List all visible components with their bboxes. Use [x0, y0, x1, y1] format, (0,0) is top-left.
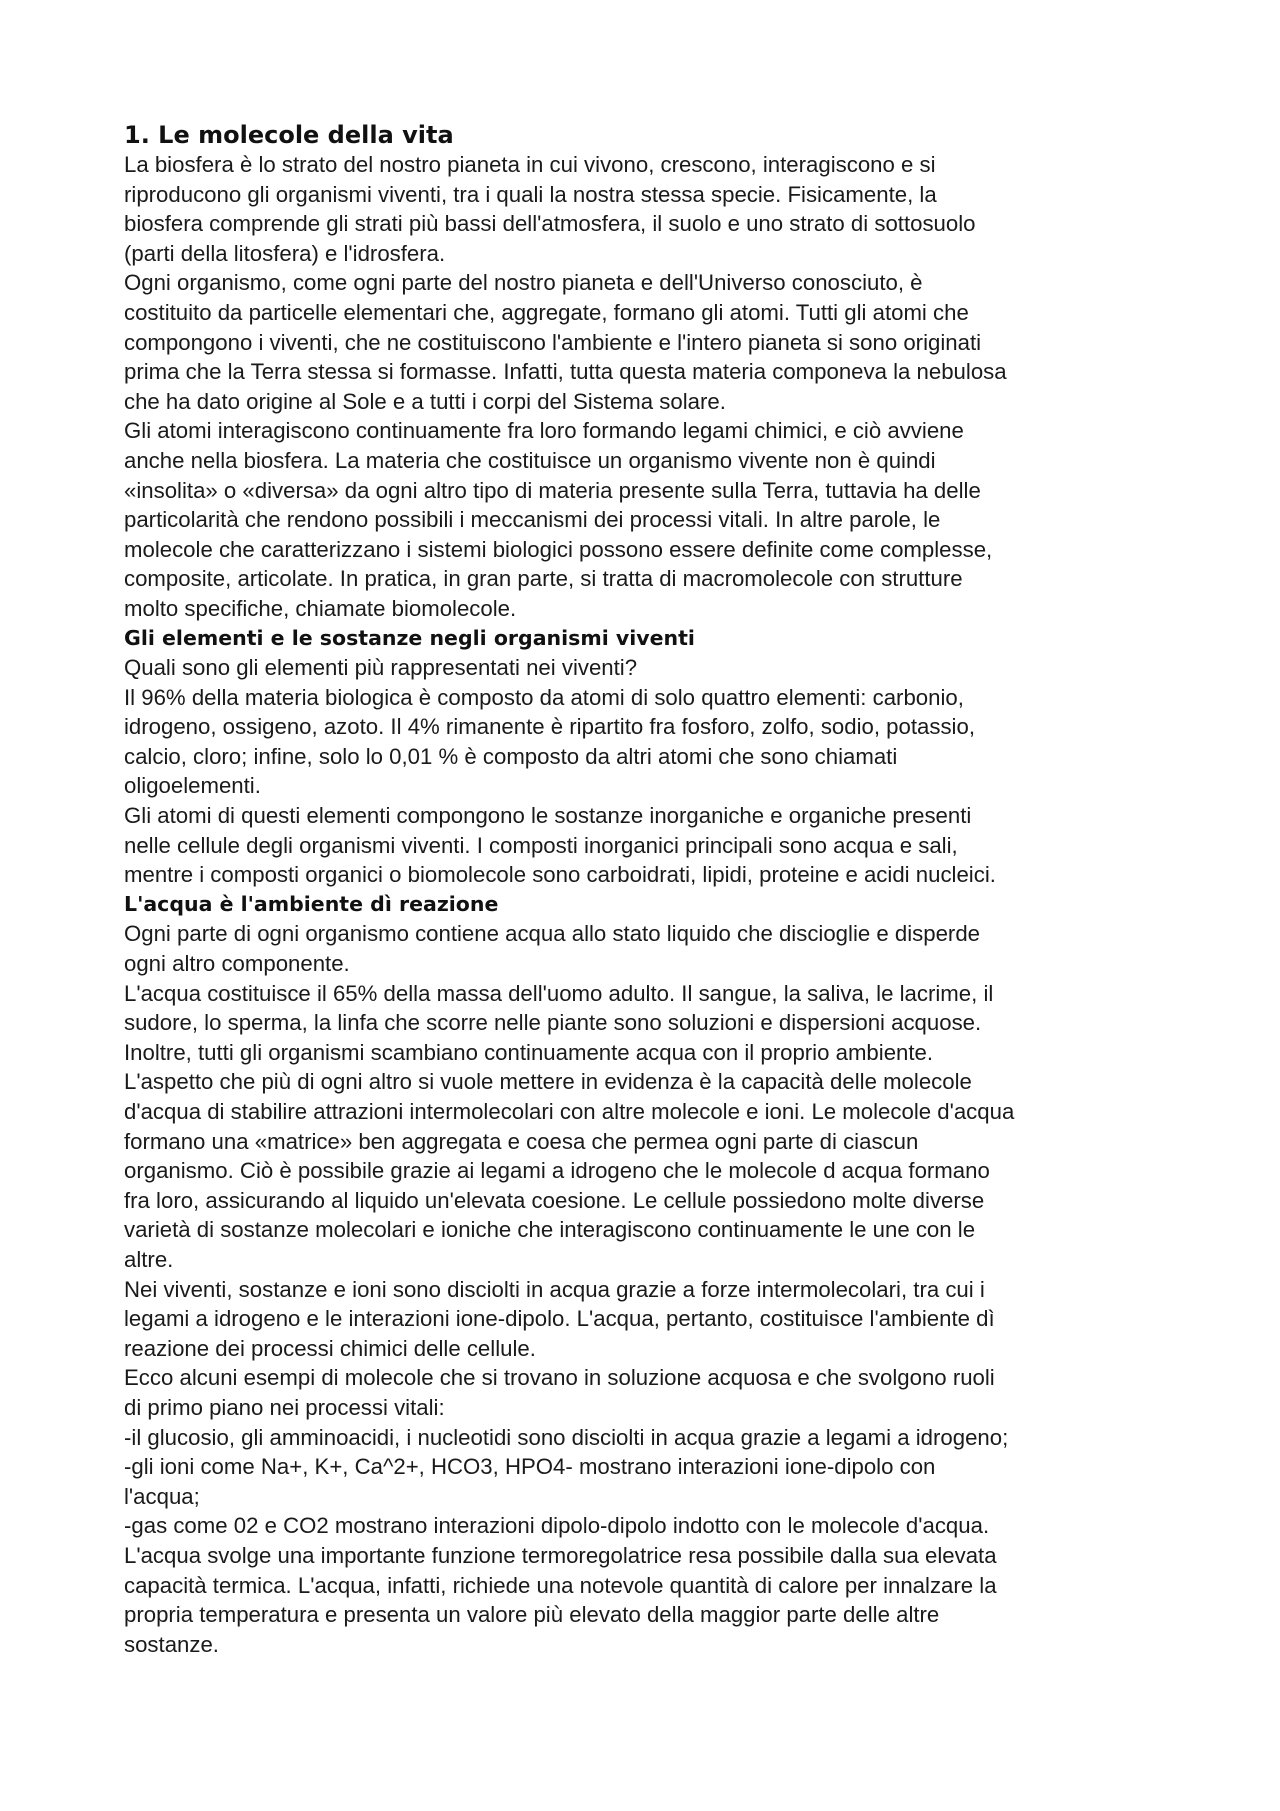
paragraph	[124, 1067, 1184, 1274]
text-line: «insolita» o «diversa» da ogni altro tipo di materia presente sulla Terra, tuttavia ha delle	[124, 477, 981, 503]
paragraph	[124, 268, 1184, 416]
section	[124, 890, 1184, 1659]
text-line: oligoelementi.	[124, 773, 261, 799]
text-line: l'acqua;	[124, 1483, 200, 1509]
text-line: biosfera comprende gli strati più bassi dell'atmosfera, il suolo e uno strato di sottosuolo	[124, 211, 976, 237]
text-line: La biosfera è lo strato del nostro pianeta in cui vivono, crescono, interagiscono e si	[124, 152, 936, 177]
text-line: -gas come 02 e CO2 mostrano interazioni dipolo-dipolo indotto con le molecole d'acqua.	[124, 1513, 990, 1539]
text-line: Gli atomi interagiscono continuamente fra loro formando legami chimici, e ciò avviene	[124, 418, 964, 444]
section	[124, 150, 1184, 624]
text-line: Ogni organismo, come ogni parte del nostro pianeta e dell'Universo conosciuto, è	[124, 270, 923, 296]
paragraph	[124, 1275, 1184, 1364]
text-line: calcio, cloro; infine, solo lo 0,01 % è composto da altri atomi che sono chiamati	[124, 743, 898, 769]
paragraph	[124, 801, 1184, 890]
text-line: anche nella biosfera. La materia che costituisce un organismo vivente non è quindi	[124, 447, 936, 473]
paragraph	[124, 1423, 1184, 1453]
paragraph	[124, 919, 1184, 978]
text-line: particolarità che rendono possibili i meccanismi dei processi vitali. In altre parole, le	[124, 507, 941, 533]
paragraph	[124, 653, 1184, 683]
document-title: 1. Le molecole della vita	[124, 121, 454, 149]
text-line: Ogni parte di ogni organismo contiene acqua allo stato liquido che discioglie e disperde	[124, 921, 980, 947]
text-line: nelle cellule degli organismi viventi. I composti inorganici principali sono acqua e sali,	[124, 832, 958, 858]
text-line: composite, articolate. In pratica, in gran parte, si tratta di macromolecole con strutture	[124, 566, 963, 592]
text-line: formano una «matrice» ben aggregata e coesa che permea ogni parte di ciascun	[124, 1128, 919, 1154]
text-line: L'acqua svolge una importante funzione termoregolatrice resa possibile dalla sua elevata	[124, 1542, 997, 1568]
text-line: altre.	[124, 1246, 174, 1272]
text-line: (parti della litosfera) e l'idrosfera.	[124, 240, 446, 266]
text-line: d'acqua di stabilire attrazioni intermolecolari con altre molecole e ioni. Le molecole d'acqua	[124, 1099, 1015, 1124]
text-line: Il 96% della materia biologica è composto da atomi di solo quattro elementi: carbonio,	[124, 684, 964, 710]
paragraph	[124, 979, 1184, 1068]
text-line: -gli ioni come Na+, K+, Ca^2+, HCO3, HPO4- mostrano interazioni ione-dipolo con	[124, 1454, 936, 1480]
section	[124, 624, 1184, 890]
paragraph	[124, 1363, 1184, 1422]
text-line: Gli atomi di questi elementi compongono le sostanze inorganiche e organiche presenti	[124, 803, 972, 829]
text-line: -il glucosio, gli amminoacidi, i nucleotidi sono disciolti in acqua grazie a legami a idrogeno;	[124, 1424, 1009, 1450]
paragraph	[124, 1452, 1184, 1511]
paragraph	[124, 150, 1184, 268]
document-page	[124, 120, 1184, 1659]
document-body	[124, 150, 1184, 1659]
text-line: compongono i viventi, che ne costituiscono l'ambiente e l'intero pianeta si sono originati	[124, 329, 982, 355]
text-line: riproducono gli organismi viventi, tra i quali la nostra stessa specie. Fisicamente, la	[124, 181, 937, 207]
text-line: organismo. Ciò è possibile grazie ai legami a idrogeno che le molecole d acqua formano	[124, 1158, 990, 1184]
text-line: L'acqua costituisce il 65% della massa dell'uomo adulto. Il sangue, la saliva, le lacrime, il	[124, 980, 994, 1006]
text-line: costituito da particelle elementari che, aggregate, formano gli atomi. Tutti gli atomi che	[124, 299, 969, 325]
text-line: mentre i composti organici o biomolecole sono carboidrati, lipidi, proteine e acidi nucleici.	[124, 862, 996, 888]
text-line: che ha dato origine al Sole e a tutti i corpi del Sistema solare.	[124, 388, 726, 414]
text-line: di primo piano nei processi vitali:	[124, 1394, 445, 1420]
paragraph	[124, 416, 1184, 623]
text-line: prima che la Terra stessa si formasse. Infatti, tutta questa materia componeva la nebulosa	[124, 359, 1007, 385]
text-line: sudore, lo sperma, la linfa che scorre nelle piante sono soluzioni e dispersioni acquose.	[124, 1010, 982, 1036]
text-line: capacità termica. L'acqua, infatti, richiede una notevole quantità di calore per innalzare la	[124, 1572, 997, 1598]
text-line: molecole che caratterizzano i sistemi biologici possono essere definite come complesse,	[124, 536, 993, 562]
text-line: Quali sono gli elementi più rappresentati nei viventi?	[124, 655, 638, 681]
text-line: fra loro, assicurando al liquido un'elevata coesione. Le cellule possiedono molte diverse	[124, 1187, 985, 1213]
section-heading: L'acqua è l'ambiente dì reazione	[124, 891, 499, 916]
text-line: legami a idrogeno e le interazioni ione-dipolo. L'acqua, pertanto, costituisce l'ambiente dì	[124, 1306, 995, 1332]
text-line: L'aspetto che più di ogni altro si vuole mettere in evidenza è la capacità delle molecole	[124, 1069, 972, 1095]
text-line: propria temperatura e presenta un valore più elevato della maggior parte delle altre	[124, 1602, 940, 1628]
text-line: ogni altro componente.	[124, 951, 350, 977]
text-line: molto specifiche, chiamate biomolecole.	[124, 595, 517, 621]
section-heading: Gli elementi e le sostanze negli organismi viventi	[124, 625, 695, 650]
paragraph	[124, 1511, 1184, 1541]
paragraph	[124, 683, 1184, 801]
text-line: sostanze.	[124, 1631, 219, 1657]
text-line: Inoltre, tutti gli organismi scambiano continuamente acqua con il proprio ambiente.	[124, 1039, 934, 1065]
paragraph	[124, 1541, 1184, 1659]
text-line: Ecco alcuni esempi di molecole che si trovano in soluzione acquosa e che svolgono ruoli	[124, 1365, 995, 1391]
text-line: varietà di sostanze molecolari e ioniche che interagiscono continuamente le une con le	[124, 1217, 976, 1243]
text-line: Nei viventi, sostanze e ioni sono disciolti in acqua grazie a forze intermolecolari, tra cui i	[124, 1276, 985, 1302]
text-line: reazione dei processi chimici delle cellule.	[124, 1335, 536, 1361]
text-line: idrogeno, ossigeno, azoto. Il 4% rimanente è ripartito fra fosforo, zolfo, sodio, potassio,	[124, 714, 975, 740]
